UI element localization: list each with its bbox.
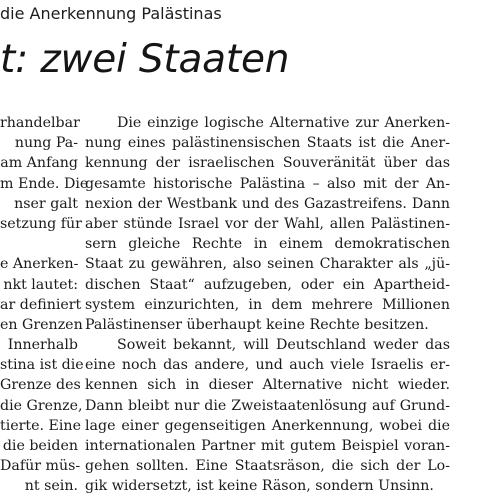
- text-line: Palästinenser überhaupt keine Rechte besitzen.: [85, 316, 429, 333]
- text-line: kennung der israelischen Souveränität über das: [85, 155, 450, 172]
- text-line: Die einzige logische Alternative zur Anerken-: [117, 115, 450, 131]
- text-line: e Anerken-: [0, 256, 79, 273]
- text-line: nung eines palästinensischen Staats ist die Aner-: [85, 135, 450, 152]
- text-line: kennen sich in dieser Alternative nicht wieder.: [85, 377, 450, 394]
- text-line: Staat zu gewähren, also seinen Charakter als „jü-: [85, 256, 450, 273]
- text-line: die beiden: [2, 438, 78, 454]
- text-line: aber stünde Israel vor der Wahl, allen Palästinen-: [85, 215, 450, 232]
- paragraph-gap: [0, 234, 78, 254]
- left-text-column: [0, 113, 89, 497]
- text-line: gik widersetzt, ist keine Räson, sondern Unsinn.: [85, 478, 434, 495]
- text-line: nexion der Westbank und des Gazastreifens. Dann: [85, 195, 450, 212]
- text-line: am Anfang: [0, 155, 78, 172]
- text-line: system einzurichten, in dem mehrere Millionen: [85, 296, 450, 313]
- text-line: sern gleiche Rechte in einem demokratischen: [85, 236, 450, 253]
- text-line: internationalen Partner mit gutem Beispiel voran-: [85, 438, 450, 454]
- text-line: nt sein.: [24, 478, 78, 495]
- text-line: eine noch das andere, und auch viele Israelis er-: [85, 357, 450, 374]
- text-line: Dann bleibt nur die Zweistaatenlösung auf Grund-: [85, 397, 450, 414]
- text-line: nkt lautet:: [3, 276, 78, 293]
- text-line: stina ist die: [0, 357, 84, 374]
- text-line: dischen Staat“ aufzugeben, oder ein Apartheid-: [85, 276, 450, 293]
- text-line: setzung für: [0, 215, 82, 232]
- text-line: Dafür müs-: [0, 458, 81, 475]
- article-kicker: die Anerkennung Palästinas: [0, 4, 222, 23]
- text-line: ar definiert: [0, 296, 82, 313]
- text-line: tierte. Eine: [0, 417, 81, 434]
- text-line: rhandelbar: [0, 115, 80, 131]
- text-line: nser galt: [14, 195, 78, 212]
- text-line: gehen sollten. Eine Staatsräson, die sich der Lo-: [85, 458, 450, 475]
- text-line: die Grenze,: [0, 397, 83, 414]
- text-line: Grenze des: [0, 377, 81, 394]
- text-line: gesamte historische Palästina – also mit der An-: [85, 175, 450, 192]
- text-line: nung Pa-: [14, 135, 78, 152]
- text-line: m Ende. Die: [0, 175, 89, 192]
- text-line: en Grenzen: [0, 316, 83, 333]
- text-line: Innerhalb: [7, 337, 78, 354]
- article-headline: t: zwei Staaten: [0, 37, 290, 82]
- text-line: Soweit bekannt, will Deutschland weder das: [117, 337, 450, 354]
- right-text-column: [85, 113, 450, 497]
- text-line: lage einer gegenseitigen Anerkennung, wobei die: [85, 417, 450, 434]
